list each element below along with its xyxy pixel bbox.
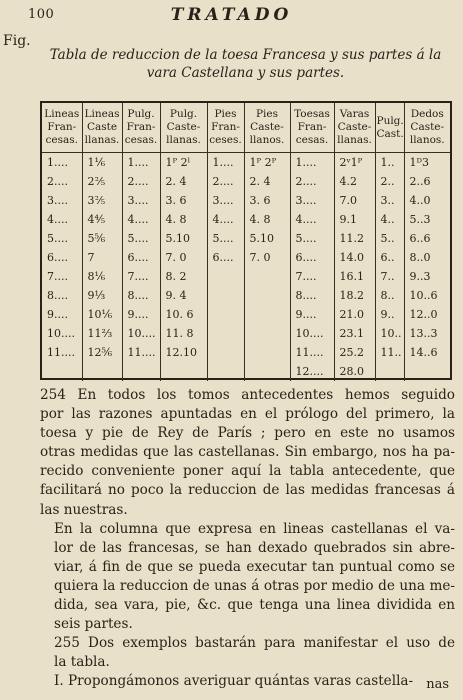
table-cell: 3.. (375, 191, 404, 210)
table-cell: 21.0 (334, 305, 375, 324)
table-cell: 25.2 (334, 343, 375, 362)
table-cell: 7.0 (334, 191, 375, 210)
table-row (42, 324, 450, 343)
table-cell: 7.. (375, 267, 404, 286)
table-cell: 6.... (47, 251, 68, 264)
table-cell: 7.... (47, 270, 68, 283)
table-cell: 2ᵛ1ᴾ (334, 153, 375, 173)
table-cell: 10.... (47, 327, 75, 340)
column-header: Pulg. Cast. (375, 103, 404, 153)
table-cell: 9.1 (334, 210, 375, 229)
table-cell: 8.... (290, 286, 334, 305)
table-cell: 10.... (122, 324, 160, 343)
table-cell: 5.... (122, 229, 160, 248)
running-title: TRATADO (170, 5, 293, 25)
table-cell: 7. 0 (244, 248, 290, 267)
table-cell: 8.. (375, 286, 404, 305)
table-cell: 5..3 (404, 210, 450, 229)
table-cell (160, 362, 207, 381)
body-text (40, 386, 455, 692)
table-cell (82, 362, 122, 381)
table-cell: 8.... (122, 286, 160, 305)
table-cell: 4. 8 (244, 210, 290, 229)
table-cell: 4.. (375, 210, 404, 229)
table-cell: 4.... (207, 210, 244, 229)
table-row (42, 286, 450, 305)
table-cell: 9..3 (404, 267, 450, 286)
table-cell (244, 362, 290, 381)
table-cell (404, 362, 450, 381)
table-cell: 3.... (47, 194, 68, 207)
column-header: Lineas Caste llanas. (82, 103, 122, 153)
column-header: Pies Fran- ceses. (207, 103, 244, 153)
text-line: dida, sea vara, pie, &c. que tenga una linea dividida en (54, 597, 455, 614)
table-cell: 5.10 (244, 229, 290, 248)
table-cell: 2.... (207, 172, 244, 191)
table-cell: 1ᴾ 2ˡ (160, 153, 207, 173)
table-cell: 13..3 (404, 324, 450, 343)
text-line: seis partes. (54, 616, 133, 633)
text-line: En la columna que expresa en lineas castellanas el va- (54, 520, 455, 537)
table-cell: 9.... (47, 308, 68, 321)
table-row (42, 248, 450, 267)
table-cell: 6..6 (404, 229, 450, 248)
table-cell: 4.... (290, 210, 334, 229)
table-row (42, 153, 450, 173)
table-cell (244, 286, 290, 305)
table-cell (207, 286, 244, 305)
table-cell (207, 343, 244, 362)
table-cell: 1.... (290, 153, 334, 173)
text-line: otras medidas que las castellanas. Sin embargo, nos ha pa- (40, 444, 455, 461)
table-cell: 11.... (122, 343, 160, 362)
table-cell: 1.... (207, 153, 244, 173)
table-cell: 2.... (122, 172, 160, 191)
table-cell: 11.... (47, 346, 75, 359)
table-cell: 5⅚ (82, 229, 122, 248)
page-number: 100 (28, 7, 55, 22)
table-cell: 8..0 (404, 248, 450, 267)
table-cell: 4⅘ (82, 210, 122, 229)
table-cell (244, 343, 290, 362)
table-cell (207, 267, 244, 286)
paragraph-254 (40, 386, 455, 520)
table-cell: 2.... (47, 175, 68, 188)
table-grid (42, 103, 450, 381)
table-cell: 2⅖ (82, 172, 122, 191)
table-cell: 10.... (290, 324, 334, 343)
table-cell: 6.... (122, 248, 160, 267)
table-cell: 4. 8 (160, 210, 207, 229)
paragraph-255 (40, 634, 455, 672)
table-cell: 9.... (122, 305, 160, 324)
table-cell: 14..6 (404, 343, 450, 362)
text-line: lor de las francesas, se han dexado quebrados sin abre- (54, 539, 455, 556)
table-cell (207, 305, 244, 324)
table-cell: 6.. (375, 248, 404, 267)
table-cell: 4.... (47, 213, 68, 226)
table-cell: 7 (82, 248, 122, 267)
text-line: toesa y pie de Rey de París ; pero en este no usamos (40, 425, 455, 442)
table-row (42, 191, 450, 210)
table-cell: 11.... (290, 343, 334, 362)
table-cell: 10. 6 (160, 305, 207, 324)
table-cell: 1⅙ (82, 153, 122, 173)
paragraph-example-1 (40, 672, 455, 691)
table-cell: 18.2 (334, 286, 375, 305)
table-cell: 5.. (375, 229, 404, 248)
table-cell: 3⅖ (82, 191, 122, 210)
text-line: viar, á fin de que se pueda executar tan puntual como se (54, 558, 455, 575)
table-cell (207, 362, 244, 381)
table-cell: 5.... (290, 229, 334, 248)
table-cell: 3.... (122, 191, 160, 210)
table-row (42, 343, 450, 362)
table-cell: 12.... (290, 362, 334, 381)
table-row (42, 362, 450, 381)
column-header: Toesas Fran- cesas. (290, 103, 334, 153)
caption-line: Tabla de reduccion de la toesa Francesa y sus partes á la (49, 47, 442, 63)
table-cell: 9.. (375, 305, 404, 324)
table-cell: 2. 4 (244, 172, 290, 191)
table-row (42, 267, 450, 286)
table-cell: 3.... (207, 191, 244, 210)
table-cell: 16.1 (334, 267, 375, 286)
table-cell: 9.... (290, 305, 334, 324)
table-cell: 8. 2 (160, 267, 207, 286)
table-cell: 1ᴰ3 (404, 153, 450, 173)
table-body (42, 153, 450, 382)
column-header: Pulg. Caste- llanas. (160, 103, 207, 153)
text-line: la tabla. (54, 654, 110, 671)
table-cell: 5.... (47, 232, 68, 245)
table-cell: 10.. (375, 324, 404, 343)
table-row (42, 172, 450, 191)
table-cell: 9⅓ (82, 286, 122, 305)
table-cell: 2..6 (404, 172, 450, 191)
table-cell: 1.... (47, 156, 68, 169)
table-cell: 3.... (290, 191, 334, 210)
table-cell: 2.. (375, 172, 404, 191)
text-line: 255 Dos exemplos bastarán para manifestar el uso de (54, 635, 455, 652)
table-cell: 7. 0 (160, 248, 207, 267)
table-cell: 12.10 (160, 343, 207, 362)
table-cell: 6.... (290, 248, 334, 267)
table-cell: 11⅔ (82, 324, 122, 343)
table-caption (38, 46, 453, 82)
column-header: Pulg. Fran- cesas. (122, 103, 160, 153)
catchword: nas (426, 677, 449, 692)
column-header: Lineas Fran- cesas. (42, 103, 82, 153)
table-cell (244, 324, 290, 343)
table-row (42, 229, 450, 248)
table-cell: 4.... (122, 210, 160, 229)
table-row (42, 305, 450, 324)
text-line: facilitará no poco la reduccion de las medidas francesas á (40, 482, 455, 499)
example-line: I. Propongámonos averiguar quántas varas castella- (54, 673, 414, 690)
table-cell: 2. 4 (160, 172, 207, 191)
table-cell: 3. 6 (160, 191, 207, 210)
table-cell: 2.... (290, 172, 334, 191)
reduction-table (40, 101, 452, 380)
table-cell: 12⅚ (82, 343, 122, 362)
table-cell: 23.1 (334, 324, 375, 343)
column-header: Dedos Caste- llanos. (404, 103, 450, 153)
table-cell: 1ᴾ 2ᴾ (244, 153, 290, 173)
table-cell: 6.... (207, 248, 244, 267)
column-header: Varas Caste- llanas. (334, 103, 375, 153)
margin-label: Fig. (3, 33, 31, 49)
table-cell: 8⅙ (82, 267, 122, 286)
table-cell: 4.2 (334, 172, 375, 191)
table-cell (122, 362, 160, 381)
text-line: las nuestras. (40, 501, 128, 518)
table-cell: 28.0 (334, 362, 375, 381)
table-cell: 10..6 (404, 286, 450, 305)
table-cell: 3. 6 (244, 191, 290, 210)
table-cell: 10⅙ (82, 305, 122, 324)
table-cell (207, 324, 244, 343)
caption-line: vara Castellana y sus partes. (146, 65, 345, 81)
table-cell (375, 362, 404, 381)
table-cell: 1.... (122, 153, 160, 173)
text-line: quiera la reduccion de unas á otras por medio de una me- (54, 577, 455, 594)
table-cell: 1.. (375, 153, 404, 173)
text-line: recido conveniente poner aquí la tabla antecedente, que (40, 463, 455, 480)
table-cell: 5.... (207, 229, 244, 248)
table-cell: 4..0 (404, 191, 450, 210)
table-cell (244, 305, 290, 324)
table-cell: 11. 8 (160, 324, 207, 343)
table-cell: 14.0 (334, 248, 375, 267)
table-cell: 12..0 (404, 305, 450, 324)
table-row (42, 210, 450, 229)
table-cell (244, 267, 290, 286)
table-cell: 7.... (290, 267, 334, 286)
column-header: Pies Caste- llanos. (244, 103, 290, 153)
paragraph-254-cont (40, 520, 455, 635)
table-cell: 9. 4 (160, 286, 207, 305)
table-cell: 11.. (375, 343, 404, 362)
table-header-row (42, 103, 450, 153)
table-cell: 7.... (122, 267, 160, 286)
table-cell: 5.10 (160, 229, 207, 248)
text-line: por las razones apuntadas en el prólogo del primero, la (40, 406, 455, 423)
table-cell: 8.... (47, 289, 68, 302)
table-cell: 11.2 (334, 229, 375, 248)
text-line: 254 En todos los tomos antecedentes hemos seguido (40, 387, 455, 403)
table-cell (42, 362, 82, 381)
